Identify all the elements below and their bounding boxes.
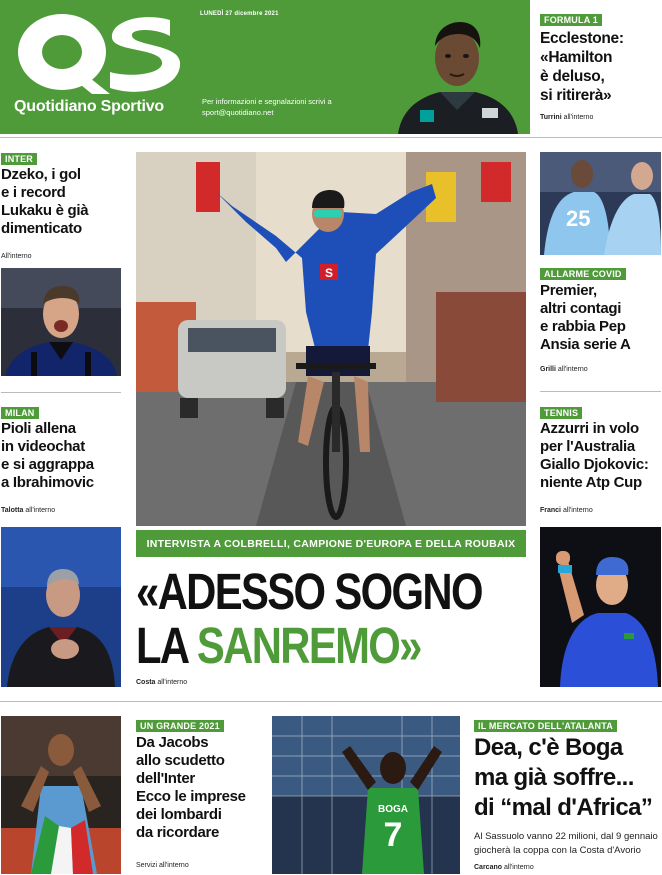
masthead-subtitle: Quotidiano Sportivo	[14, 98, 164, 115]
jersey-number: 7	[383, 816, 403, 854]
hamilton-photo[interactable]	[390, 10, 525, 134]
contact-info: Per informazioni e segnalazioni scrivi a	[202, 97, 332, 106]
inter-headline[interactable]: Dzeko, i gol e i record Lukaku è già dimenticato	[1, 166, 89, 237]
boga-photo[interactable]	[272, 716, 460, 874]
pioli-photo[interactable]	[1, 527, 121, 687]
sinner-photo[interactable]	[540, 527, 661, 687]
masthead-divider	[0, 137, 662, 138]
atalanta-body: Al Sassuolo vanno 22 milioni, dal 9 gennaio giocherà la coppa con la Costa d'Avorio	[474, 831, 658, 856]
main-headline-line2[interactable]: LA SANREMO»	[136, 617, 421, 674]
issue-date: LUNEDÌ 27 dicembre 2021	[200, 11, 279, 17]
milan-tag[interactable]: MILAN	[1, 403, 39, 421]
player-number: 25	[566, 206, 591, 231]
atalanta-byline: Carcano all'interno	[474, 864, 534, 871]
milan-headline[interactable]: Pioli allena in videochat e si aggrappa a Ibrahimovic	[1, 420, 94, 491]
dzeko-photo[interactable]	[1, 268, 121, 376]
year-headline[interactable]: Da Jacobs allo scudetto dell'Inter Ecco le imprese dei lombardi da ricordare	[136, 734, 246, 841]
atalanta-tag[interactable]: IL MERCATO DELL'ATALANTA	[474, 716, 617, 734]
covid-headline[interactable]: Premier, altri contagi e rabbia Pep Ansia serie A	[540, 282, 631, 353]
inter-byline: All'interno	[1, 253, 32, 260]
inter-tag[interactable]: INTER	[1, 149, 37, 167]
year-byline: Servizi all'interno	[136, 862, 189, 869]
right-divider	[540, 391, 661, 392]
jersey-name: BOGA	[378, 804, 408, 815]
qs-logo[interactable]	[10, 8, 185, 98]
contact-email[interactable]: sport@quotidiano.net	[202, 108, 274, 117]
interview-kicker[interactable]: INTERVISTA A COLBRELLI, CAMPIONE D'EUROPA E DELLA ROUBAIX	[136, 530, 526, 557]
milan-byline: Talotta all'interno	[1, 507, 56, 514]
colbrelli-photo[interactable]	[136, 152, 526, 526]
bottom-divider	[0, 701, 662, 702]
left-divider	[1, 392, 121, 393]
main-byline: Costa all'interno	[136, 679, 188, 686]
tennis-tag[interactable]: TENNIS	[540, 403, 582, 421]
tennis-headline[interactable]: Azzurri in volo per l'Australia Giallo Djokovic: niente Atp Cup	[540, 420, 649, 491]
covid-byline: Grilli all'interno	[540, 366, 588, 373]
formula1-byline: Turrini all'interno	[540, 114, 594, 121]
tennis-byline: Franci all'interno	[540, 507, 593, 514]
jacobs-photo[interactable]	[1, 716, 121, 874]
covid-tag[interactable]: ALLARME COVID	[540, 264, 626, 282]
year-tag[interactable]: UN GRANDE 2021	[136, 716, 224, 734]
formula1-headline[interactable]: Ecclestone: «Hamilton è deluso, si ritirerà»	[540, 30, 624, 104]
city-players-photo[interactable]	[540, 152, 661, 255]
cyclist-sponsor: S	[324, 266, 334, 280]
main-headline-line1[interactable]: «ADESSO SOGNO	[136, 563, 482, 620]
formula1-tag[interactable]: FORMULA 1	[540, 10, 602, 28]
atalanta-headline[interactable]: Dea, c'è Boga ma già soffre... di “mal d'Africa”	[474, 734, 653, 821]
